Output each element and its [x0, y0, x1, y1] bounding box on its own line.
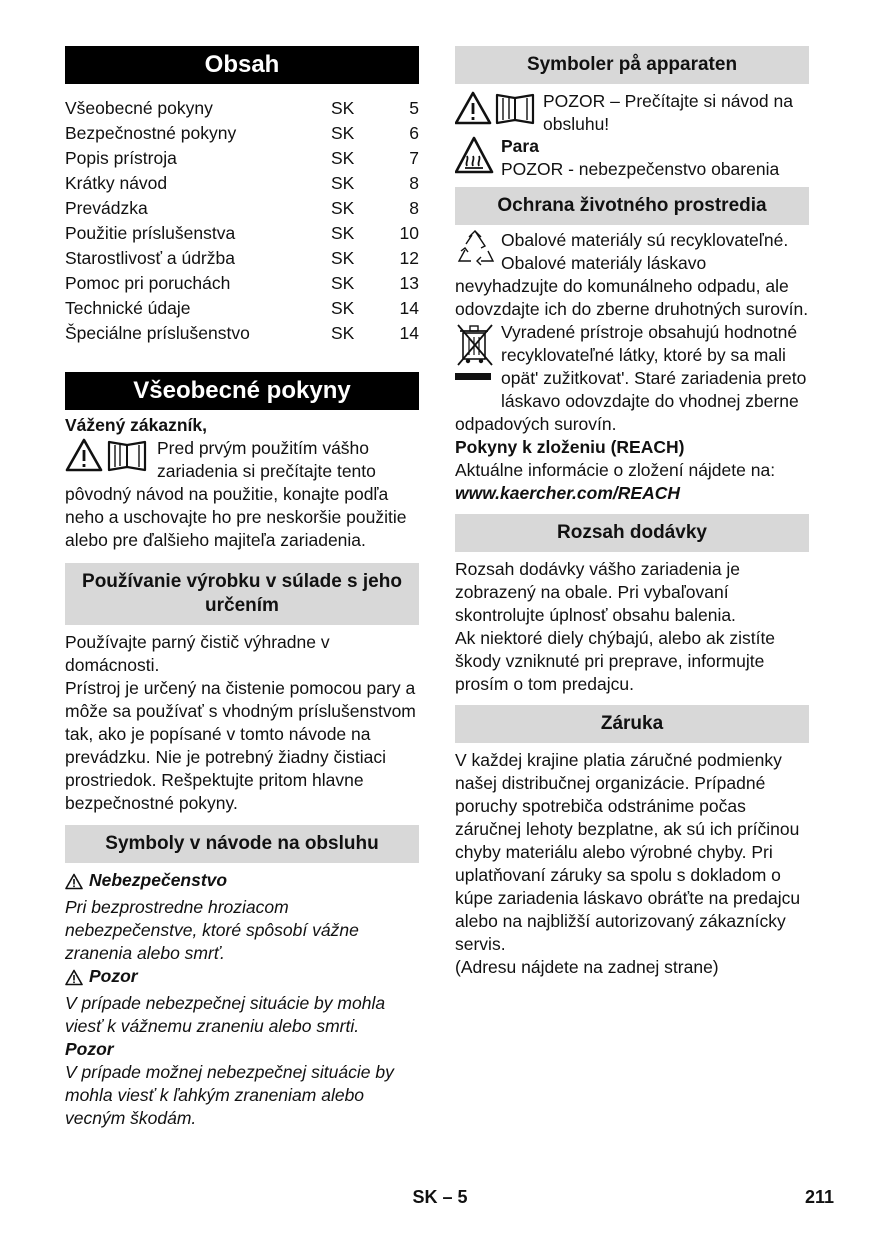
reach-link[interactable]: www.kaercher.com/REACH: [455, 483, 680, 503]
environment-section: [455, 229, 809, 505]
intended-use-section: [65, 631, 419, 815]
manual-symbols-heading: Symboly v návode na obsluhu: [65, 825, 419, 863]
scope-section: [455, 558, 809, 696]
warranty-p1: V každej krajine platia záručné podmienky našej distribučnej organizácie. Prípadné poruchy spotrebiča odstránime počas záručnej lehoty bezplatne, ak sú ich príčinou chyby materiálu alebo výrobné chyby. Pri uplatňovaní záruky sa spolu s dokladom o kúpe zariadenia láskavo obráťte na predajcu alebo na najbližší autorizovaný zákaznícky servis.: [455, 750, 801, 954]
warning-text: V prípade nebezpečnej situácie by mohla viesť k vážnemu zraneniu alebo smrti.: [65, 993, 386, 1036]
caution-label: Pozor: [65, 1039, 114, 1059]
crossed-bin-icon: [455, 321, 495, 395]
device-symbols-heading: Symboler på apparaten: [455, 46, 809, 84]
danger-label: Nebezpečenstvo: [65, 869, 419, 896]
manual-symbols-section: [65, 869, 419, 1130]
steam-note: Para POZOR - nebezpečenstvo obarenia: [455, 135, 809, 181]
reach-label: Pokyny k zloženiu (REACH): [455, 437, 685, 457]
warning-triangle-icon: [65, 873, 83, 896]
toc-row[interactable]: Bezpečnostné pokyny SK 6: [65, 123, 419, 143]
read-manual-note: POZOR – Prečítajte si návod na obsluhu!: [455, 90, 809, 136]
toc-row[interactable]: Popis prístroja SK 7: [65, 148, 419, 168]
toc-row[interactable]: Technické údaje SK 14: [65, 298, 419, 318]
warning-book-icon: [65, 437, 151, 479]
intended-use-p1: Používajte parný čistič výhradne v domácnosti.: [65, 632, 330, 675]
page-label: SK – 5: [412, 1187, 468, 1207]
warning-book-icon: [455, 90, 537, 132]
toc-row[interactable]: Špeciálne príslušenstvo SK 14: [65, 323, 419, 343]
toc-list: [65, 96, 419, 346]
scope-p2: Ak niektoré diely chýbajú, alebo ak zistíte škody vzniknuté pri preprave, informujte prosím o tom predajcu.: [455, 628, 776, 694]
warning-triangle-icon: [65, 969, 83, 992]
page-number: 211: [804, 1187, 834, 1207]
danger-text: Pri bezprostredne hroziacom nebezpečenstve, ktoré spôsobí vážne zranenia alebo smrť.: [65, 897, 359, 963]
warranty-heading: Záruka: [455, 705, 809, 743]
hot-steam-warning-icon: [455, 135, 495, 181]
salutation: Vážený zákazník,: [65, 415, 208, 435]
recycle-icon: [455, 229, 495, 275]
weee-text: Vyradené prístroje obsahujú hodnotné recyklovateľné látky, ktoré by sa mali opät' zužitkovat'. Staré zariadenia preto láskavo odovzdajte do vhodnej zberne odpadových surovín.: [455, 322, 807, 434]
scope-p1: Rozsah dodávky vášho zariadenia je zobrazený na obale. Pri vybaľovaní skontrolujte úplnosť obsahu balenia.: [455, 559, 741, 625]
warning-label: Pozor: [65, 965, 419, 992]
toc-heading: Obsah: [65, 46, 419, 84]
intended-use-heading: Používanie výrobku v súlade s jeho určením: [65, 563, 419, 625]
intended-use-p2: Prístroj je určený na čistenie pomocou pary a môže sa používať s vhodným príslušenstvom tak, ako je popísané v tomto návode na prevádzku. Nie je potrebný žiadny čistiaci prostriedok. Rešpektujte pritom hlavne bezpečnostné pokyny.: [65, 678, 416, 813]
reach-text: Aktuálne informácie o zložení nájdete na:: [455, 460, 776, 480]
toc-row[interactable]: Prevádzka SK 8: [65, 198, 419, 218]
general-section: [65, 414, 419, 552]
general-text: Pred prvým použitím vášho zariadenia si prečítajte tento pôvodný návod na použitie, konajte podľa neho a uschovajte ho pre neskoršie použitie alebo pre ďalšieho majiteľa zariadenia.: [65, 438, 407, 550]
toc-row[interactable]: Starostlivosť a údržba SK 12: [65, 248, 419, 268]
toc-row[interactable]: Krátky návod SK 8: [65, 173, 419, 193]
environment-heading: Ochrana životného prostredia: [455, 187, 809, 225]
left-column: [65, 46, 419, 1130]
scope-heading: Rozsah dodávky: [455, 514, 809, 552]
toc-row[interactable]: Použitie príslušenstva SK 10: [65, 223, 419, 243]
device-symbols-section: [455, 90, 809, 181]
general-heading: Všeobecné pokyny: [65, 372, 419, 410]
recycle-text: Obalové materiály sú recyklovateľné. Obalové materiály láskavo nevyhadzujte do komunálneho odpadu, ale odovzdajte ich do zberne druhotných surovín.: [455, 230, 809, 319]
toc-row[interactable]: Pomoc pri poruchách SK 13: [65, 273, 419, 293]
toc-row[interactable]: Všeobecné pokyny SK 5: [65, 98, 419, 118]
caution-text: V prípade možnej nebezpečnej situácie by mohla viesť k ľahkým zraneniam alebo vecným škodám.: [65, 1062, 394, 1128]
warranty-p2: (Adresu nájdete na zadnej strane): [455, 957, 719, 977]
warranty-section: [455, 749, 809, 979]
right-column: [455, 46, 809, 979]
